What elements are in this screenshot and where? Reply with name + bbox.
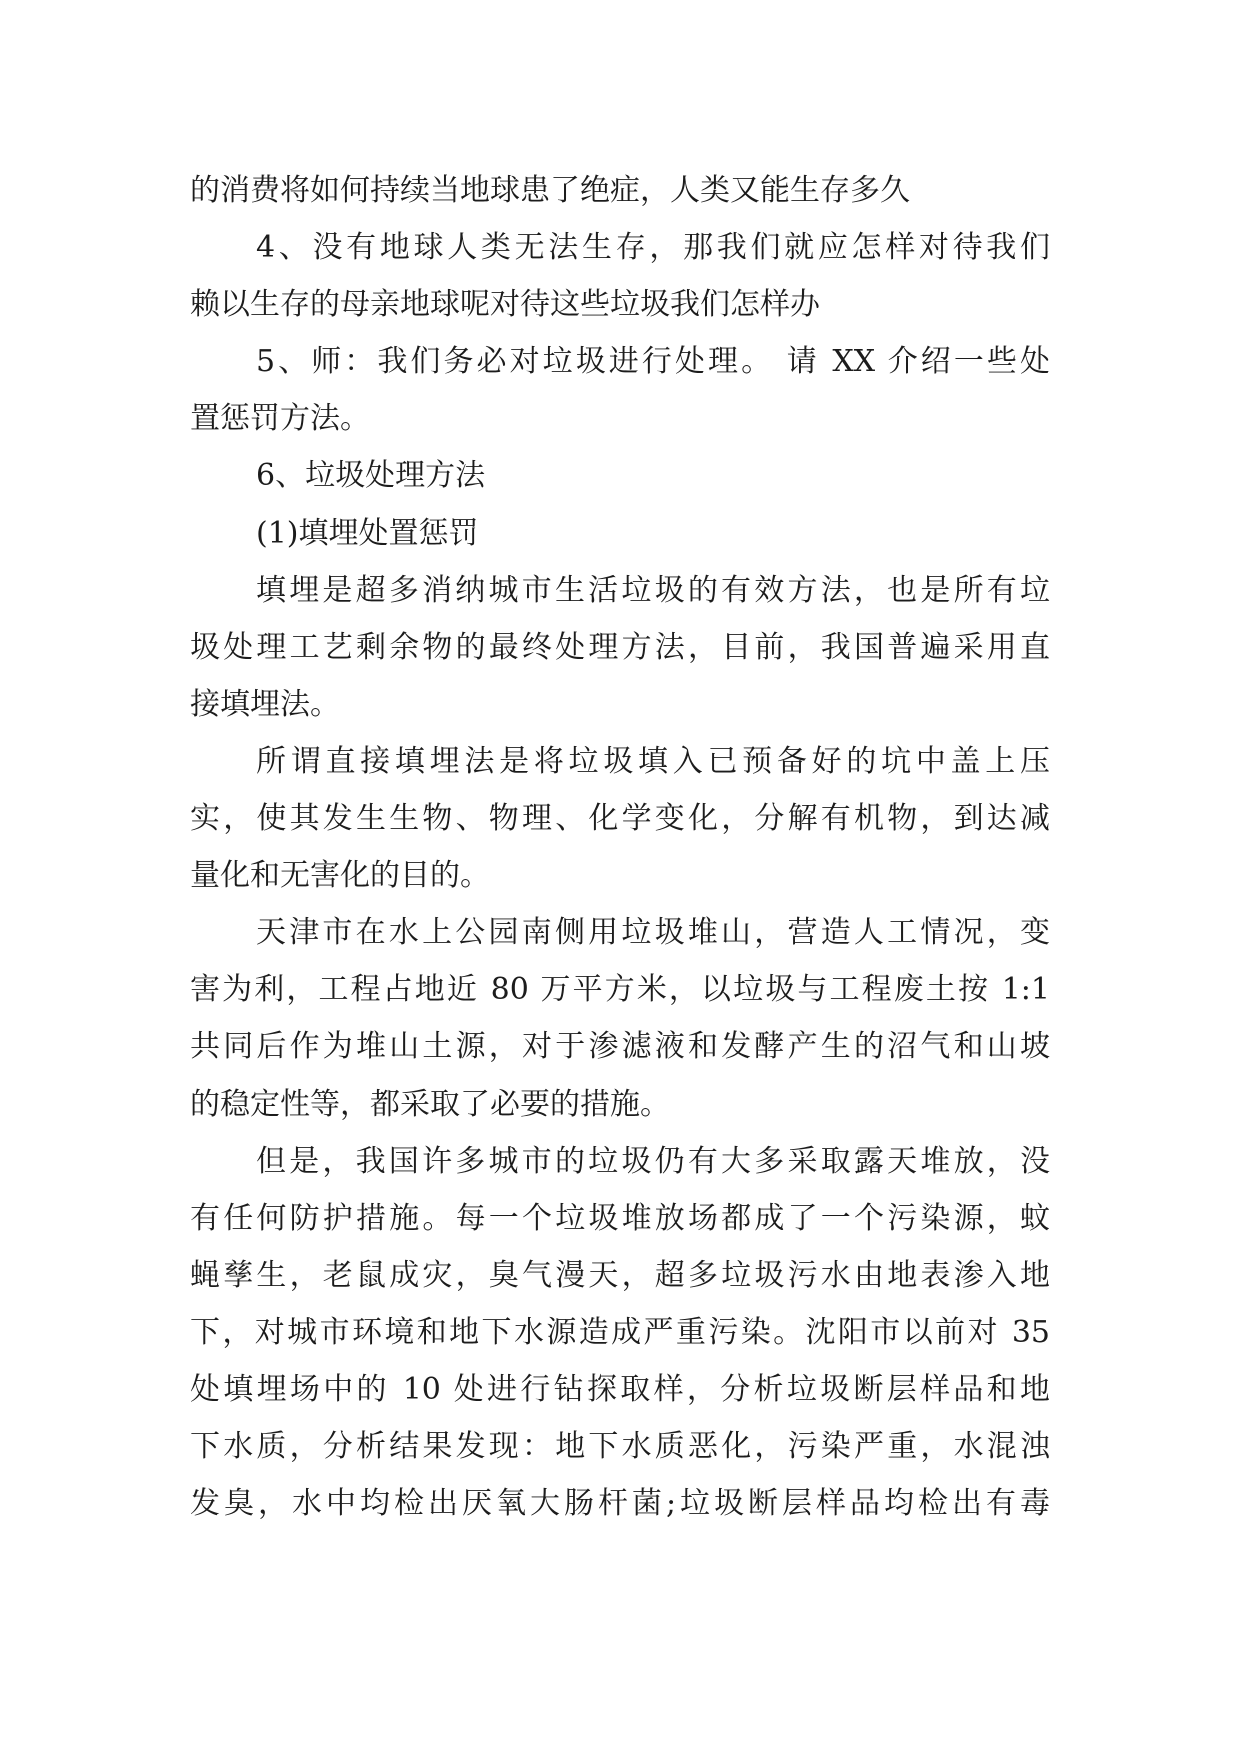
text-line: 置惩罚方法。: [190, 401, 370, 437]
text-line: 圾处理工艺剩余物的最终处理方法，目前，我国普遍采用直: [190, 629, 1050, 665]
text-line: 5、师：我们务必对垃圾进行处理。 请 XX 介绍一些处: [256, 344, 1050, 380]
text-line: 蝇孳生，老鼠成灾，臭气漫天，超多垃圾污水由地表渗入地: [190, 1257, 1050, 1293]
text-line: 的稳定性等，都采取了必要的措施。: [190, 1086, 670, 1122]
text-line: 有任何防护措施。每一个垃圾堆放场都成了一个污染源，蚊: [190, 1200, 1050, 1236]
text-line: 的消费将如何持续当地球患了绝症，人类又能生存多久: [190, 173, 910, 208]
text-line: 6、垃圾处理方法: [256, 458, 486, 494]
text-line: 量化和无害化的目的。: [190, 858, 490, 894]
text-line: 共同后作为堆山土源，对于渗滤液和发酵产生的沼气和山坡: [190, 1029, 1050, 1065]
text-line: 处填埋场中的 10 处进行钻探取样，分析垃圾断层样品和地: [190, 1371, 1050, 1407]
text-line: 发臭，水中均检出厌氧大肠杆菌;垃圾断层样品均检出有毒: [190, 1486, 1050, 1522]
text-line: 填埋是超多消纳城市生活垃圾的有效方法，也是所有垃: [256, 572, 1050, 608]
text-line: 所谓直接填埋法是将垃圾填入已预备好的坑中盖上压: [256, 743, 1050, 779]
text-line: 赖以生存的母亲地球呢对待这些垃圾我们怎样办: [190, 287, 820, 323]
text-line: 下水质，分析结果发现：地下水质恶化，污染严重，水混浊: [190, 1429, 1050, 1465]
text-line: 实，使其发生生物、物理、化学变化，分解有机物，到达减: [190, 801, 1050, 837]
text-line: 下，对城市环境和地下水源造成严重污染。沈阳市以前对 35: [190, 1314, 1050, 1350]
body-text: [190, 162, 1050, 1532]
text-line: 天津市在水上公园南侧用垃圾堆山，营造人工情况，变: [256, 915, 1050, 951]
text-line: (1)填埋处置惩罚: [256, 515, 479, 551]
text-line: 接填埋法。: [190, 686, 340, 722]
text-line: 4、没有地球人类无法生存，那我们就应怎样对待我们: [256, 230, 1050, 266]
text-line: 但是，我国许多城市的垃圾仍有大多采取露天堆放，没: [256, 1143, 1050, 1179]
text-line: 害为利，工程占地近 80 万平方米，以垃圾与工程废土按 1:1: [190, 972, 1050, 1008]
